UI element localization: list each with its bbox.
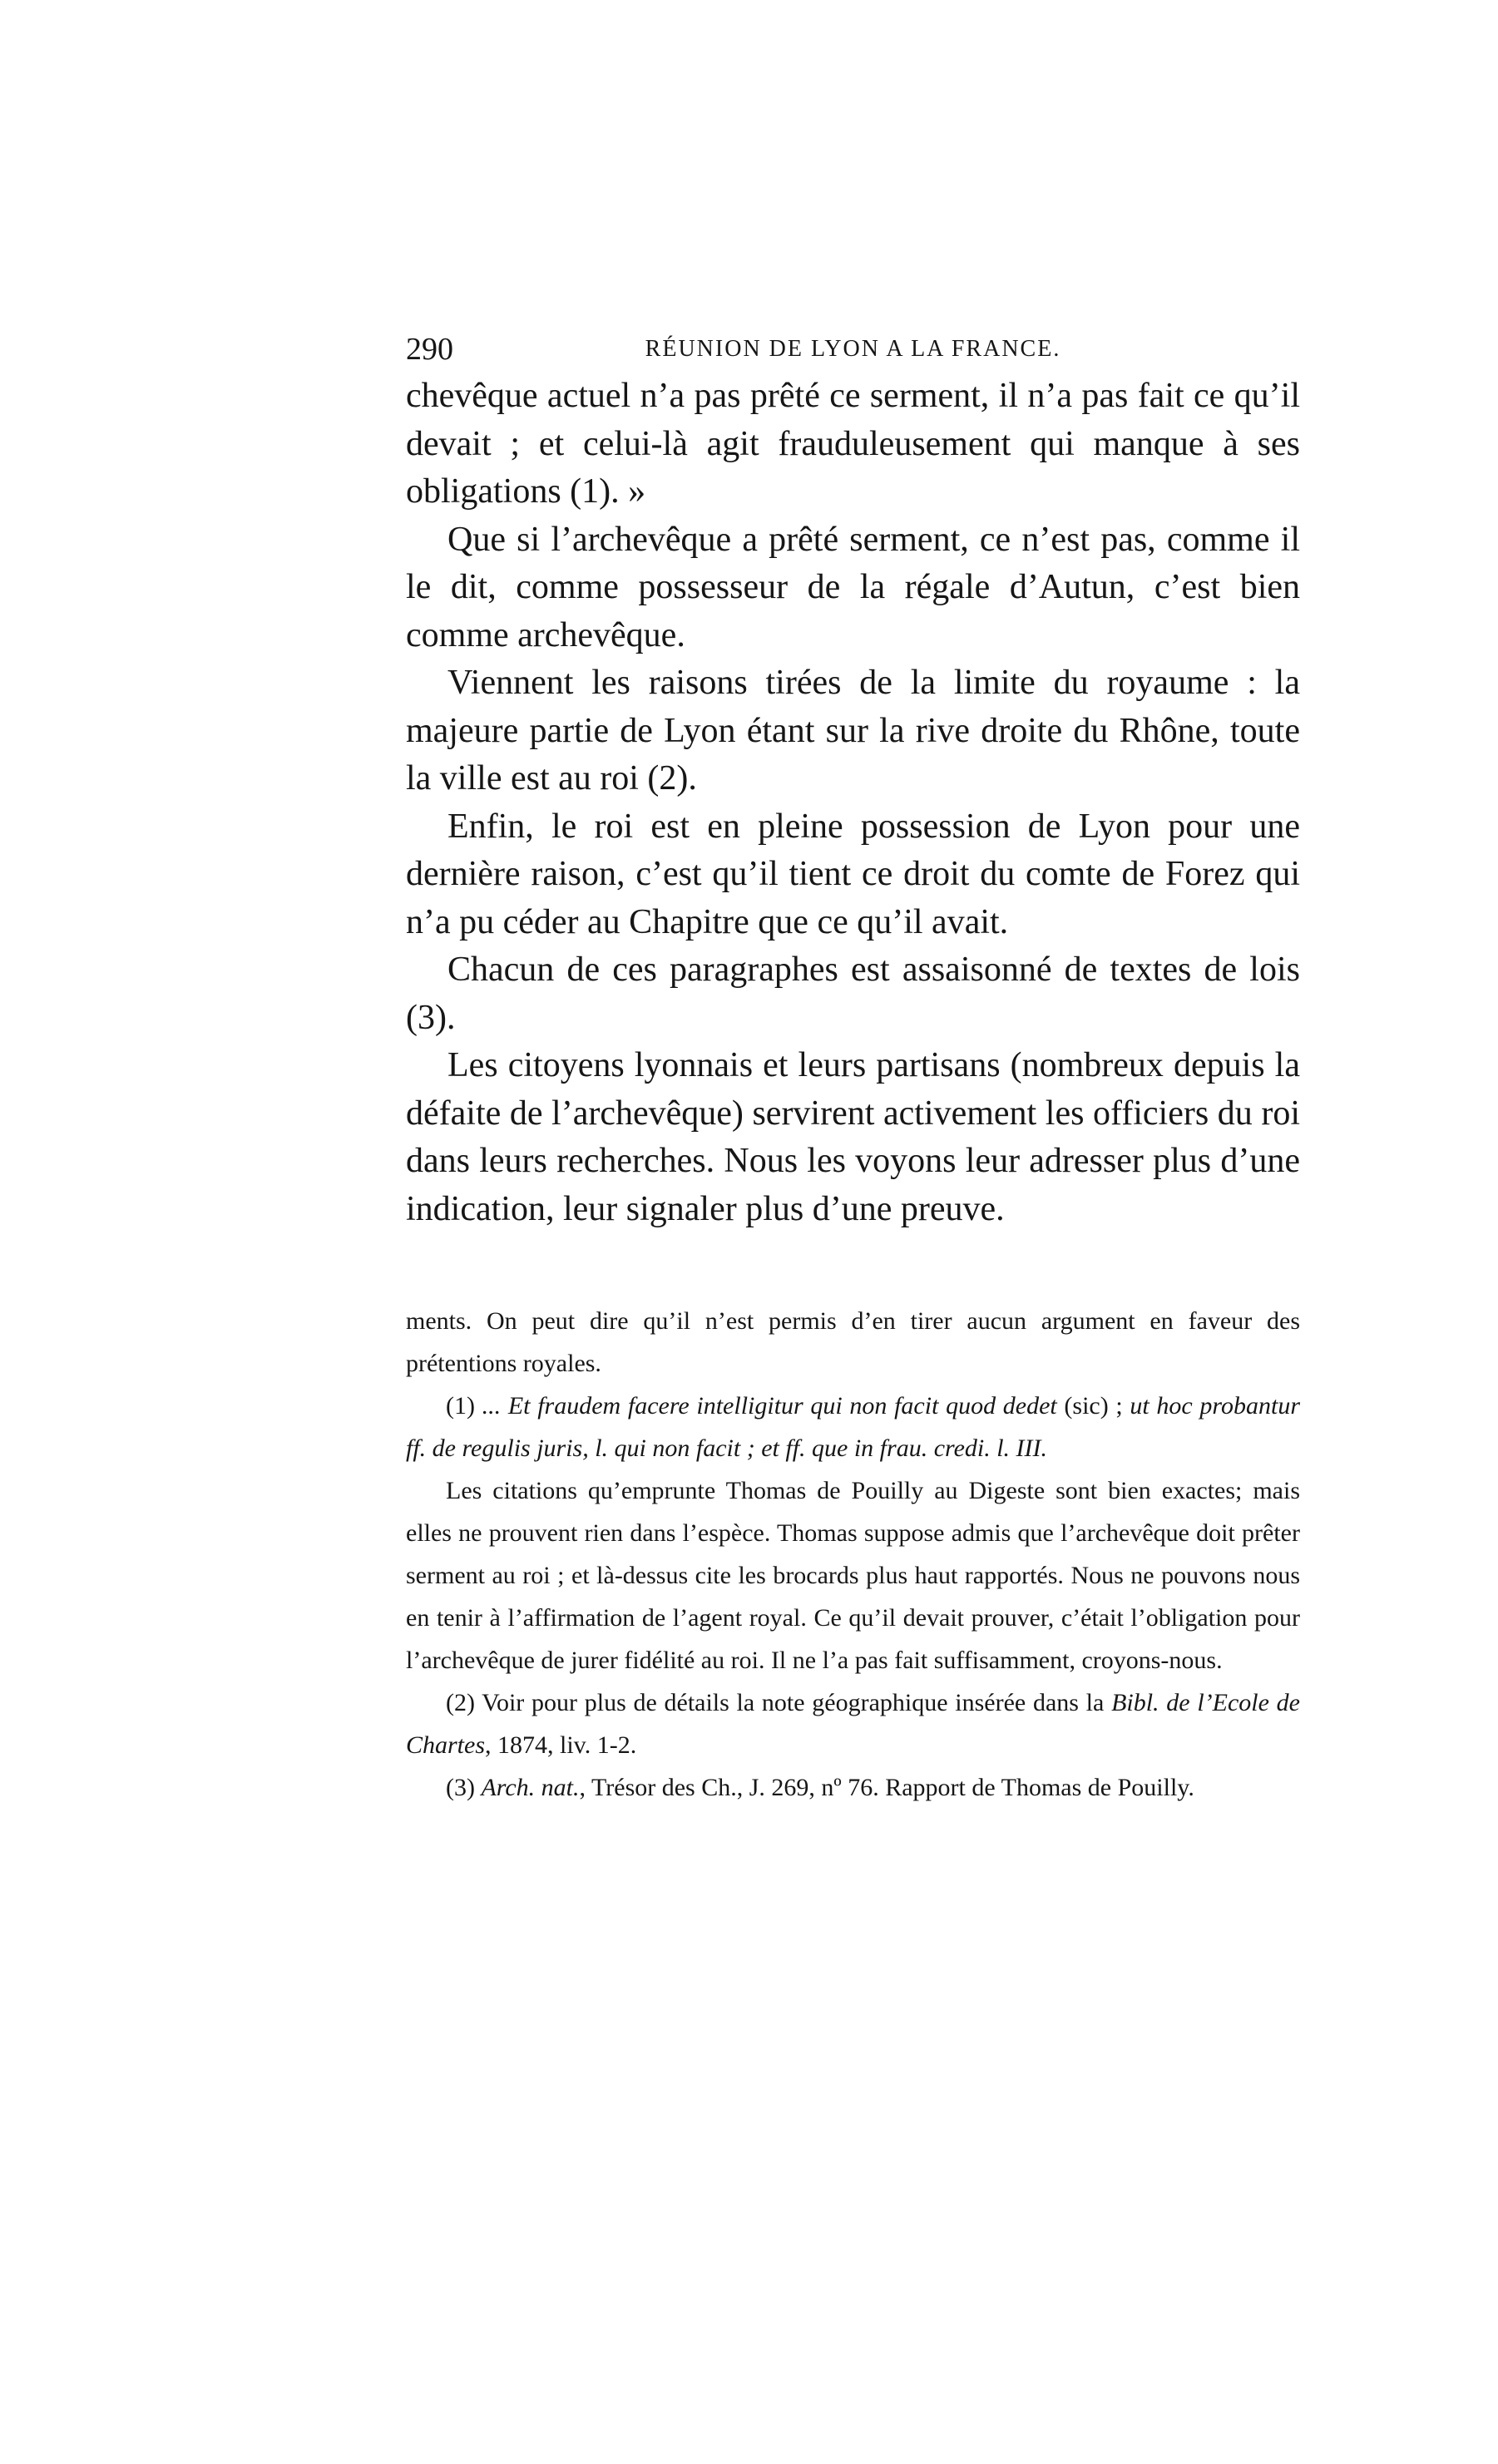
paragraph: Chacun de ces paragraphes est assaisonné de textes de lois (3). (406, 951, 1300, 1037)
paragraph: Viennent les raisons tirées de la limite du royaume : la majeure partie de Lyon étant sur la rive droite du Rhône, toute la ville est au roi (2). (406, 664, 1300, 797)
paragraph-continued: chevêque actuel n’a pas prêté ce serment, il n’a pas fait ce qu’il devait ; et celui-là agit frauduleusement qui manque à ses obligations (1). » (406, 377, 1300, 511)
footnote-latin-citation: ut hoc probantur ff. de regulis juris, l. qui non facit ; et ff. que in frau. credi. l. III. (406, 1392, 1301, 1462)
body-text (406, 373, 1300, 1233)
footnote-mark: (1) (446, 1392, 482, 1420)
footnote-reference: Arch. nat. (481, 1774, 580, 1801)
footnote-sic: (sic) ; (1056, 1392, 1130, 1420)
footnote-3 (406, 1766, 1300, 1809)
book-page (406, 326, 1300, 1809)
page-number: 290 (406, 332, 453, 367)
footnote-2 (406, 1681, 1300, 1766)
footnote-latin-quote: ... Et fraudem facere intelligitur qui non facit quod dedet (482, 1392, 1057, 1420)
footnote-reference: Bibl. de l’Ecole de Chartes (406, 1689, 1300, 1759)
paragraph: Que si l’archevêque a prêté serment, ce n’est pas, comme il le dit, comme possesseur de la régale d’Autun, c’est bien comme archevêque. (406, 520, 1300, 654)
paragraph: Enfin, le roi est en pleine possession de Lyon pour une dernière raison, c’est qu’il tient ce droit du comte de Forez qui n’a pu céder au Chapitre que ce qu’il avait. (406, 807, 1300, 941)
footnote-1 (406, 1385, 1300, 1469)
paragraph: Les citoyens lyonnais et leurs partisans (nombreux depuis la défaite de l’archevêque) servirent activement les officiers du roi dans leurs recherches. Nous les voyons leur adresser plus d’une indication, leur signaler plus d’une preuve. (406, 1046, 1300, 1228)
footnote-text: , 1874, liv. 1-2. (485, 1731, 637, 1759)
running-head (406, 326, 1300, 373)
footnotes (406, 1300, 1300, 1809)
footnote-mark: (3) (446, 1774, 482, 1801)
footnote-text: , Trésor des Ch., J. 269, nº 76. Rapport de Thomas de Pouilly. (579, 1774, 1194, 1801)
footnote-text: (2) Voir pour plus de détails la note géographique insérée dans la (446, 1689, 1112, 1716)
running-title: RÉUNION DE LYON A LA FRANCE. (645, 336, 1061, 362)
footnote-1-comment: Les citations qu’emprunte Thomas de Pouilly au Digeste sont bien exactes; mais elles ne prouvent rien dans l’espèce. Thomas suppose admis que l’archevêque doit prêter serment au roi ; et là-dessus cite les brocards plus haut rapportés. Nous ne pouvons nous en tenir à l’affirmation de l’agent royal. Ce qu’il devait prouver, c’était l’obligation pour l’archevêque de jurer fidélité au roi. Il ne l’a pas fait suffisamment, croyons-nous. (406, 1477, 1300, 1674)
footnote-continued: ments. On peut dire qu’il n’est permis d’en tirer aucun argument en faveur des prétentions royales. (406, 1307, 1300, 1377)
